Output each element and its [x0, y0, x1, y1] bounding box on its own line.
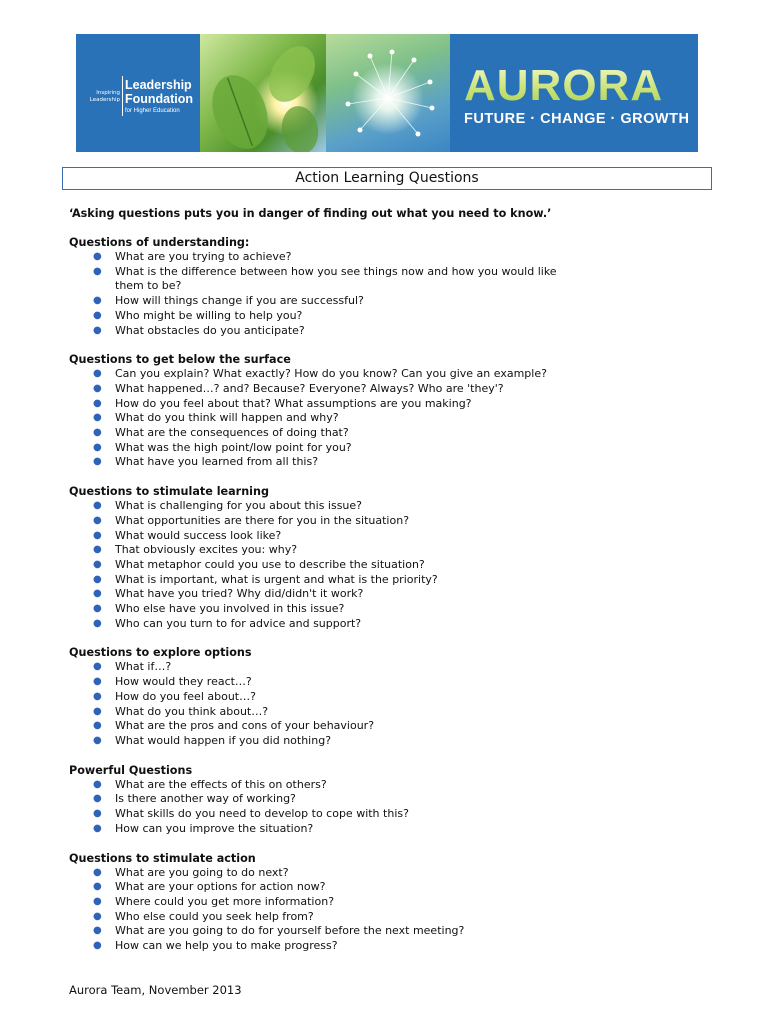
question-text: What was the high point/low point for you? — [115, 440, 352, 454]
bullet-icon: ● — [93, 456, 102, 468]
bullet-icon: ● — [93, 808, 102, 820]
dandelion-photo — [326, 34, 450, 152]
question-item — [69, 324, 709, 339]
question-text: What do you think will happen and why? — [115, 411, 339, 425]
question-item — [69, 705, 709, 720]
question-text: What are the pros and cons of your behaviour? — [115, 719, 375, 733]
question-section — [69, 851, 709, 954]
question-item — [69, 660, 709, 675]
lf-logo-divider — [122, 76, 123, 116]
bullet-icon: ● — [93, 617, 102, 629]
question-sections — [69, 235, 709, 954]
question-list — [69, 250, 709, 338]
bullet-icon: ● — [93, 412, 102, 424]
lf-logo-inspiring-text — [86, 90, 120, 104]
question-list — [69, 660, 709, 748]
aurora-tagline: FUTURE · CHANGE · GROWTH — [464, 111, 690, 127]
question-item — [69, 426, 709, 441]
question-text: How can we help you to make progress? — [115, 939, 338, 953]
question-item — [69, 382, 709, 397]
question-item — [69, 265, 709, 294]
question-section — [69, 484, 709, 631]
bullet-icon: ● — [93, 514, 102, 526]
bullet-icon: ● — [93, 441, 102, 453]
question-text: What is challenging for you about this issue? — [115, 499, 363, 513]
section-heading: Questions of understanding: — [69, 236, 250, 249]
section-heading: Questions to get below the surface — [69, 353, 291, 367]
question-item — [69, 397, 709, 412]
question-item — [69, 895, 709, 910]
bullet-icon: ● — [93, 265, 102, 277]
question-item — [69, 910, 709, 925]
bullet-icon: ● — [93, 661, 102, 673]
question-text: What would success look like? — [115, 528, 282, 542]
question-item — [69, 250, 709, 265]
bullet-icon: ● — [93, 793, 102, 805]
question-text: What are you going to do for yourself before the next meeting? — [115, 924, 465, 938]
section-heading: Questions to explore options — [69, 646, 252, 660]
question-text: What are you going to do next? — [115, 865, 289, 879]
question-text: What if…? — [115, 660, 172, 674]
question-text: What metaphor could you use to describe the situation? — [115, 557, 425, 571]
quote: ‘Asking questions puts you in danger of finding out what you need to know.’ — [69, 207, 552, 220]
question-item — [69, 939, 709, 954]
question-list — [69, 866, 709, 954]
question-text: What are you trying to achieve? — [115, 250, 292, 263]
question-section — [69, 645, 709, 748]
bullet-icon: ● — [93, 895, 102, 907]
question-item — [69, 411, 709, 426]
question-item — [69, 719, 709, 734]
bullet-icon: ● — [93, 295, 102, 307]
bullet-icon: ● — [93, 881, 102, 893]
bullet-icon: ● — [93, 778, 102, 790]
aurora-logo-title: AURORA — [464, 61, 664, 110]
question-section — [69, 352, 709, 470]
bullet-icon: ● — [93, 309, 102, 321]
bullet-icon: ● — [93, 427, 102, 439]
section-heading: Powerful Questions — [69, 763, 193, 777]
question-item — [69, 807, 709, 822]
lf-name-line-2: Foundation — [125, 92, 194, 106]
question-text: Who else have you involved in this issue? — [115, 602, 345, 616]
bullet-icon: ● — [93, 324, 102, 336]
question-item — [69, 587, 709, 602]
question-item — [69, 441, 709, 456]
document-title: Action Learning Questions — [62, 167, 712, 190]
question-item — [69, 602, 709, 617]
bullet-icon: ● — [93, 558, 102, 570]
question-list — [69, 499, 709, 631]
question-item — [69, 792, 709, 807]
question-item — [69, 367, 709, 382]
footer: Aurora Team, November 2013 — [69, 983, 242, 997]
bullet-icon: ● — [93, 368, 102, 380]
lf-logo-name — [125, 78, 193, 106]
leadership-foundation-logo — [76, 34, 200, 152]
bullet-icon: ● — [93, 940, 102, 952]
question-text: How will things change if you are successful? — [115, 294, 364, 308]
question-text: Is there another way of working? — [115, 792, 296, 806]
question-item — [69, 778, 709, 793]
question-text: Where could you get more information? — [115, 894, 335, 908]
question-item — [69, 558, 709, 573]
leaves-photo — [200, 34, 326, 152]
question-item — [69, 734, 709, 749]
section-heading: Questions to stimulate action — [69, 851, 256, 865]
bullet-icon: ● — [93, 705, 102, 717]
question-item — [69, 617, 709, 632]
question-list — [69, 778, 709, 837]
bullet-icon: ● — [93, 573, 102, 585]
question-text: What skills do you need to develop to cope with this? — [115, 807, 409, 821]
lf-name-line-1: Leadership — [125, 78, 192, 92]
question-item — [69, 866, 709, 881]
question-text: What are your options for action now? — [115, 880, 326, 894]
question-text: Who can you turn to for advice and support? — [115, 616, 362, 630]
document-body — [69, 206, 709, 968]
question-text: What have you learned from all this? — [115, 455, 319, 469]
question-text: Can you explain? What exactly? How do you know? Can you give an example? — [115, 367, 547, 381]
question-item — [69, 294, 709, 309]
bullet-icon: ● — [93, 382, 102, 394]
question-item — [69, 499, 709, 514]
question-text: How can you improve the situation? — [115, 821, 314, 835]
leaves-illustration — [200, 34, 326, 152]
question-text: What are the consequences of doing that? — [115, 426, 349, 440]
question-list — [69, 367, 709, 470]
question-text: What do you think about…? — [115, 704, 269, 718]
question-text: What happened…? and? Because? Everyone? Always? Who are 'they'? — [115, 381, 504, 395]
question-text: What is important, what is urgent and what is the priority? — [115, 572, 438, 586]
question-item — [69, 514, 709, 529]
bullet-icon: ● — [93, 690, 102, 702]
lf-inspiring-line-1: Inspiring — [96, 90, 120, 96]
question-text: What opportunities are there for you in the situation? — [115, 513, 410, 527]
bullet-icon: ● — [93, 734, 102, 746]
question-item — [69, 675, 709, 690]
question-text: What would happen if you did nothing? — [115, 733, 332, 747]
question-text: Who else could you seek help from? — [115, 909, 314, 923]
bullet-icon: ● — [93, 910, 102, 922]
dandelion-illustration — [326, 34, 450, 152]
bullet-icon: ● — [93, 925, 102, 937]
question-section — [69, 235, 709, 338]
question-item — [69, 573, 709, 588]
header-banner — [76, 34, 698, 152]
question-item — [69, 543, 709, 558]
bullet-icon: ● — [93, 251, 102, 262]
bullet-icon: ● — [93, 603, 102, 615]
bullet-icon: ● — [93, 397, 102, 409]
section-heading: Questions to stimulate learning — [69, 485, 269, 499]
lf-logo-subtitle: for Higher Education — [125, 108, 180, 114]
question-section — [69, 763, 709, 837]
lf-inspiring-line-2: Leadership — [89, 97, 120, 103]
question-text: What is the difference between how you see things now and how you would like them to be? — [115, 264, 557, 293]
question-item — [69, 455, 709, 470]
question-text: Who might be willing to help you? — [115, 308, 303, 322]
bullet-icon: ● — [93, 529, 102, 541]
bullet-icon: ● — [93, 720, 102, 732]
question-item — [69, 924, 709, 939]
bullet-icon: ● — [93, 676, 102, 688]
question-item — [69, 822, 709, 837]
question-text: That obviously excites you: why? — [115, 543, 298, 557]
question-text: What obstacles do you anticipate? — [115, 323, 305, 337]
question-item — [69, 880, 709, 895]
bullet-icon: ● — [93, 500, 102, 512]
question-item — [69, 690, 709, 705]
question-text: What have you tried? Why did/didn't it work? — [115, 587, 364, 601]
question-text: How do you feel about…? — [115, 689, 256, 703]
question-text: How do you feel about that? What assumptions are you making? — [115, 396, 472, 410]
question-text: How would they react…? — [115, 675, 252, 689]
bullet-icon: ● — [93, 866, 102, 878]
bullet-icon: ● — [93, 588, 102, 600]
question-text: What are the effects of this on others? — [115, 777, 327, 791]
question-item — [69, 529, 709, 544]
bullet-icon: ● — [93, 544, 102, 556]
bullet-icon: ● — [93, 822, 102, 834]
question-item — [69, 309, 709, 324]
